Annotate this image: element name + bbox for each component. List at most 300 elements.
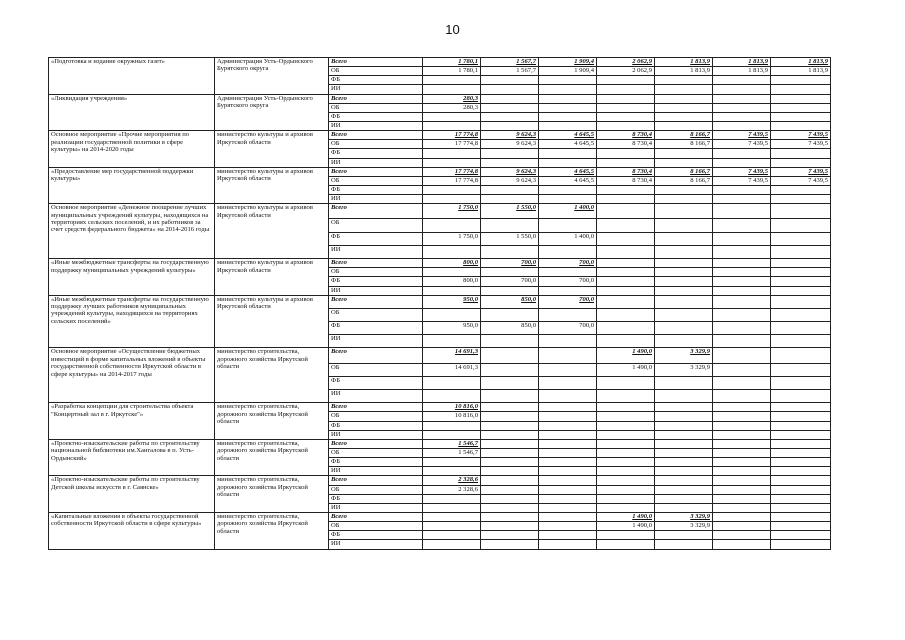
amount-cell [539,185,597,194]
amount-cell: 1 813,9 [713,67,771,76]
amount-cell [713,403,771,412]
funding-source-cell: ФБ [329,531,423,540]
amount-cell [481,76,539,85]
amount-cell [481,513,539,522]
funding-source-cell: ИИ [329,390,423,403]
amount-cell: 8 730,4 [597,176,655,185]
amount-cell [539,531,597,540]
funding-source-cell: ФБ [329,376,423,389]
funding-source-cell: ИИ [329,430,423,439]
amount-cell [539,112,597,121]
amount-cell [481,363,539,376]
amount-cell [655,322,713,335]
amount-cell [597,158,655,167]
amount-cell [481,430,539,439]
amount-cell [539,308,597,321]
amount-cell: 8 730,4 [597,140,655,149]
funding-source-cell: Всего [329,259,423,268]
amount-cell: 8 730,4 [597,167,655,176]
amount-cell [713,322,771,335]
amount-cell [481,458,539,467]
amount-cell [481,421,539,430]
funding-source-cell: ОБ [329,308,423,321]
amount-cell [771,103,831,112]
amount-cell [539,103,597,112]
amount-cell: 800,0 [423,277,481,286]
amount-cell: 7 439,5 [771,131,831,140]
amount-cell [597,219,655,232]
funding-source-cell: Всего [329,204,423,219]
amount-cell: 1 813,9 [655,58,713,67]
amount-cell [713,185,771,194]
amount-cell [481,195,539,204]
amount-cell [481,376,539,389]
amount-cell: 4 645,5 [539,140,597,149]
amount-cell: 7 439,5 [713,140,771,149]
amount-cell [771,522,831,531]
amount-cell [481,245,539,258]
amount-cell [481,531,539,540]
amount-cell [597,185,655,194]
amount-cell [423,430,481,439]
amount-cell: 1 546,7 [423,449,481,458]
amount-cell [771,494,831,503]
amount-cell [771,531,831,540]
amount-cell: 1 490,0 [597,348,655,363]
funding-source-cell: Всего [329,58,423,67]
amount-cell: 9 624,3 [481,140,539,149]
amount-cell: 1 750,0 [423,232,481,245]
funding-source-cell: ФБ [329,149,423,158]
amount-cell [713,245,771,258]
funding-source-cell: ОБ [329,522,423,531]
amount-cell: 700,0 [481,277,539,286]
table-row [49,204,831,219]
amount-cell [481,485,539,494]
amount-cell [771,467,831,476]
amount-cell: 700,0 [539,277,597,286]
amount-cell: 8 166,7 [655,131,713,140]
amount-cell [655,494,713,503]
funding-source-cell: ИИ [329,85,423,94]
amount-cell [597,494,655,503]
amount-cell [655,540,713,550]
funding-source-cell: ИИ [329,121,423,130]
amount-cell [713,439,771,448]
amount-cell: 14 691,3 [423,348,481,363]
funding-source-cell: ИИ [329,467,423,476]
amount-cell [481,94,539,103]
amount-cell: 700,0 [481,259,539,268]
amount-cell: 1 750,0 [423,204,481,219]
amount-cell [539,363,597,376]
amount-cell: 3 329,9 [655,363,713,376]
amount-cell: 7 439,5 [713,131,771,140]
amount-cell [655,245,713,258]
amount-cell: 8 166,7 [655,176,713,185]
amount-cell [713,76,771,85]
funding-source-cell: ОБ [329,67,423,76]
amount-cell [539,245,597,258]
amount-cell [771,376,831,389]
amount-cell [423,121,481,130]
amount-cell: 1 567,7 [481,58,539,67]
amount-cell [655,308,713,321]
amount-cell [771,403,831,412]
amount-cell [771,485,831,494]
amount-cell: 8 166,7 [655,167,713,176]
funding-source-cell: ОБ [329,176,423,185]
amount-cell [539,121,597,130]
amount-cell [655,219,713,232]
amount-cell [481,185,539,194]
amount-cell [655,335,713,348]
executor-cell: министерство строительства, дорожного хозяйства Иркутской области [215,439,329,476]
amount-cell [713,158,771,167]
amount-cell [481,286,539,295]
amount-cell: 2 062,9 [597,58,655,67]
amount-cell [655,376,713,389]
amount-cell [423,513,481,522]
activity-name-cell: «Разработка концепции для строительства объекта "Концертный зал в г. Иркутске"» [49,403,215,440]
amount-cell [597,439,655,448]
amount-cell [539,412,597,421]
amount-cell: 1 813,9 [771,67,831,76]
amount-cell: 1 909,4 [539,58,597,67]
amount-cell [771,458,831,467]
amount-cell: 1 490,0 [597,522,655,531]
amount-cell [655,485,713,494]
amount-cell: 1 490,0 [597,363,655,376]
amount-cell [655,531,713,540]
amount-cell [423,219,481,232]
table-row [49,439,831,448]
amount-cell [539,335,597,348]
amount-cell [713,232,771,245]
amount-cell [423,286,481,295]
activity-name-cell: «Иные межбюджетные трансферты на государственную поддержку муниципальных учреждений культуры» [49,259,215,296]
amount-cell [655,259,713,268]
amount-cell [771,245,831,258]
executor-cell: министерство строительства, дорожного хозяйства Иркутской области [215,476,329,513]
amount-cell [597,485,655,494]
amount-cell [597,308,655,321]
amount-cell [539,348,597,363]
amount-cell [423,245,481,258]
amount-cell [423,540,481,550]
amount-cell [655,76,713,85]
table-row [49,403,831,412]
amount-cell [713,458,771,467]
amount-cell: 700,0 [539,295,597,308]
page-number: 10 [445,22,460,37]
executor-cell: министерство культуры и архивов Иркутской области [215,204,329,259]
amount-cell [597,430,655,439]
amount-cell [771,322,831,335]
amount-cell: 1 909,4 [539,67,597,76]
amount-cell [597,322,655,335]
amount-cell [713,286,771,295]
funding-source-cell: ОБ [329,219,423,232]
amount-cell: 1 546,7 [423,439,481,448]
amount-cell [597,204,655,219]
amount-cell: 1 400,0 [539,232,597,245]
amount-cell [423,85,481,94]
amount-cell [771,335,831,348]
amount-cell [539,540,597,550]
amount-cell [539,403,597,412]
amount-cell [655,476,713,485]
amount-cell [423,494,481,503]
amount-cell [597,531,655,540]
amount-cell [597,112,655,121]
table-row [49,513,831,522]
funding-source-cell: ИИ [329,335,423,348]
amount-cell [597,121,655,130]
amount-cell [655,295,713,308]
amount-cell [713,412,771,421]
funding-source-cell: ФБ [329,185,423,194]
executor-cell: министерство культуры и архивов Иркутской области [215,259,329,296]
amount-cell [539,467,597,476]
table-row [49,295,831,308]
amount-cell [713,112,771,121]
amount-cell [597,103,655,112]
amount-cell [713,421,771,430]
table-row [49,259,831,268]
amount-cell [481,149,539,158]
executor-cell: министерство культуры и архивов Иркутской области [215,167,329,204]
amount-cell [597,540,655,550]
amount-cell: 8 730,4 [597,131,655,140]
amount-cell [655,403,713,412]
funding-source-cell: ФБ [329,494,423,503]
amount-cell: 9 624,3 [481,176,539,185]
amount-cell [771,363,831,376]
amount-cell: 700,0 [539,259,597,268]
activity-name-cell: Основное мероприятие «Денежное поощрение лучших муниципальных учреждений культуры, находящихся на территориях сельских поселений, и их работников за счет средств федерального бюджета» на 2014-2016 годы [49,204,215,259]
amount-cell [713,94,771,103]
executor-cell: министерство строительства, дорожного хозяйства Иркутской области [215,513,329,550]
amount-cell [771,195,831,204]
amount-cell: 14 691,3 [423,363,481,376]
funding-source-cell: ИИ [329,158,423,167]
amount-cell [713,335,771,348]
amount-cell: 800,0 [423,259,481,268]
amount-cell [771,540,831,550]
amount-cell [597,259,655,268]
amount-cell [597,412,655,421]
amount-cell [597,277,655,286]
amount-cell [655,439,713,448]
amount-cell: 950,0 [423,322,481,335]
funding-source-cell: ОБ [329,412,423,421]
amount-cell [539,94,597,103]
funding-source-cell: Всего [329,476,423,485]
amount-cell [713,430,771,439]
amount-cell [423,112,481,121]
activity-name-cell: Основное мероприятие «Прочие мероприятия по реализации государственной политики в сфере культуры» на 2014-2020 годы [49,131,215,168]
amount-cell: 4 645,5 [539,176,597,185]
funding-source-cell: ОБ [329,140,423,149]
amount-cell [713,390,771,403]
amount-cell [423,531,481,540]
funding-source-cell: ИИ [329,503,423,512]
amount-cell [481,494,539,503]
amount-cell [481,540,539,550]
amount-cell: 700,0 [539,322,597,335]
activity-name-cell: «Ликвидация учреждения» [49,94,215,131]
amount-cell [539,513,597,522]
funding-source-cell: ОБ [329,449,423,458]
amount-cell [597,245,655,258]
amount-cell: 8 166,7 [655,140,713,149]
amount-cell [655,103,713,112]
amount-cell [771,390,831,403]
amount-cell [655,449,713,458]
financing-table [48,57,831,550]
funding-source-cell: ФБ [329,421,423,430]
amount-cell [539,195,597,204]
amount-cell: 1 400,0 [539,204,597,219]
amount-cell [597,85,655,94]
amount-cell [713,467,771,476]
amount-cell [655,268,713,277]
amount-cell [423,185,481,194]
amount-cell [539,449,597,458]
amount-cell [713,195,771,204]
amount-cell: 17 774,8 [423,131,481,140]
amount-cell: 1 813,9 [655,67,713,76]
funding-source-cell: Всего [329,348,423,363]
amount-cell [655,232,713,245]
executor-cell: министерство строительства, дорожного хозяйства Иркутской области [215,403,329,440]
amount-cell [539,476,597,485]
activity-name-cell: «Капитальные вложения в объекты государственной собственности Иркутской области в сфере культуры» [49,513,215,550]
amount-cell [655,277,713,286]
amount-cell [771,112,831,121]
amount-cell [481,112,539,121]
amount-cell [597,476,655,485]
amount-cell [423,195,481,204]
amount-cell: 7 439,5 [771,176,831,185]
amount-cell [539,376,597,389]
amount-cell [539,76,597,85]
amount-cell [423,76,481,85]
amount-cell [771,449,831,458]
amount-cell [423,308,481,321]
amount-cell [771,268,831,277]
amount-cell [771,158,831,167]
amount-cell [771,412,831,421]
amount-cell [481,121,539,130]
funding-source-cell: ОБ [329,485,423,494]
amount-cell [771,219,831,232]
amount-cell [481,268,539,277]
amount-cell [481,85,539,94]
amount-cell [539,286,597,295]
amount-cell [597,421,655,430]
amount-cell [423,522,481,531]
amount-cell [423,458,481,467]
amount-cell [597,403,655,412]
table-row [49,167,831,176]
amount-cell [597,458,655,467]
amount-cell [539,390,597,403]
table-row [49,131,831,140]
amount-cell [655,458,713,467]
amount-cell [713,268,771,277]
amount-cell [423,467,481,476]
amount-cell: 1 550,0 [481,204,539,219]
amount-cell [655,185,713,194]
amount-cell: 2 062,9 [597,67,655,76]
amount-cell [713,219,771,232]
funding-source-cell: Всего [329,131,423,140]
amount-cell [539,485,597,494]
funding-source-cell: ОБ [329,363,423,376]
amount-cell [597,295,655,308]
funding-source-cell: ФБ [329,322,423,335]
activity-name-cell: «Иные межбюджетные трансферты на государственную поддержку лучших работников муниципальных учреждений культуры, находящихся на территориях сельских поселений» [49,295,215,348]
amount-cell: 17 774,8 [423,140,481,149]
amount-cell [423,503,481,512]
activity-name-cell: «Предоставление мер государственной поддержки культуры» [49,167,215,204]
amount-cell [597,335,655,348]
amount-cell [771,286,831,295]
funding-source-cell: ФБ [329,458,423,467]
amount-cell: 280,3 [423,94,481,103]
amount-cell [771,439,831,448]
table-row [49,348,831,363]
amount-cell [771,232,831,245]
amount-cell [423,390,481,403]
amount-cell [481,158,539,167]
amount-cell: 7 439,5 [771,167,831,176]
amount-cell [481,467,539,476]
activity-name-cell: «Проектно-изыскательские работы по строительству Детской школы искусств в г. Саянске» [49,476,215,513]
table-row [49,94,831,103]
funding-source-cell: ФБ [329,76,423,85]
amount-cell: 9 624,3 [481,131,539,140]
amount-cell [539,430,597,439]
amount-cell [539,85,597,94]
amount-cell [597,232,655,245]
amount-cell [713,103,771,112]
amount-cell [771,476,831,485]
amount-cell [655,412,713,421]
funding-source-cell: Всего [329,167,423,176]
table-row [49,476,831,485]
amount-cell: 7 439,5 [713,176,771,185]
amount-cell [597,449,655,458]
amount-cell: 10 816,0 [423,412,481,421]
amount-cell [713,308,771,321]
amount-cell [597,195,655,204]
amount-cell [539,268,597,277]
amount-cell: 280,3 [423,103,481,112]
funding-source-cell: ФБ [329,232,423,245]
amount-cell [655,503,713,512]
amount-cell [597,286,655,295]
funding-source-cell: ФБ [329,112,423,121]
amount-cell: 1 813,9 [713,58,771,67]
amount-cell [771,277,831,286]
amount-cell [655,204,713,219]
amount-cell: 7 439,5 [713,167,771,176]
amount-cell [481,439,539,448]
amount-cell [539,503,597,512]
